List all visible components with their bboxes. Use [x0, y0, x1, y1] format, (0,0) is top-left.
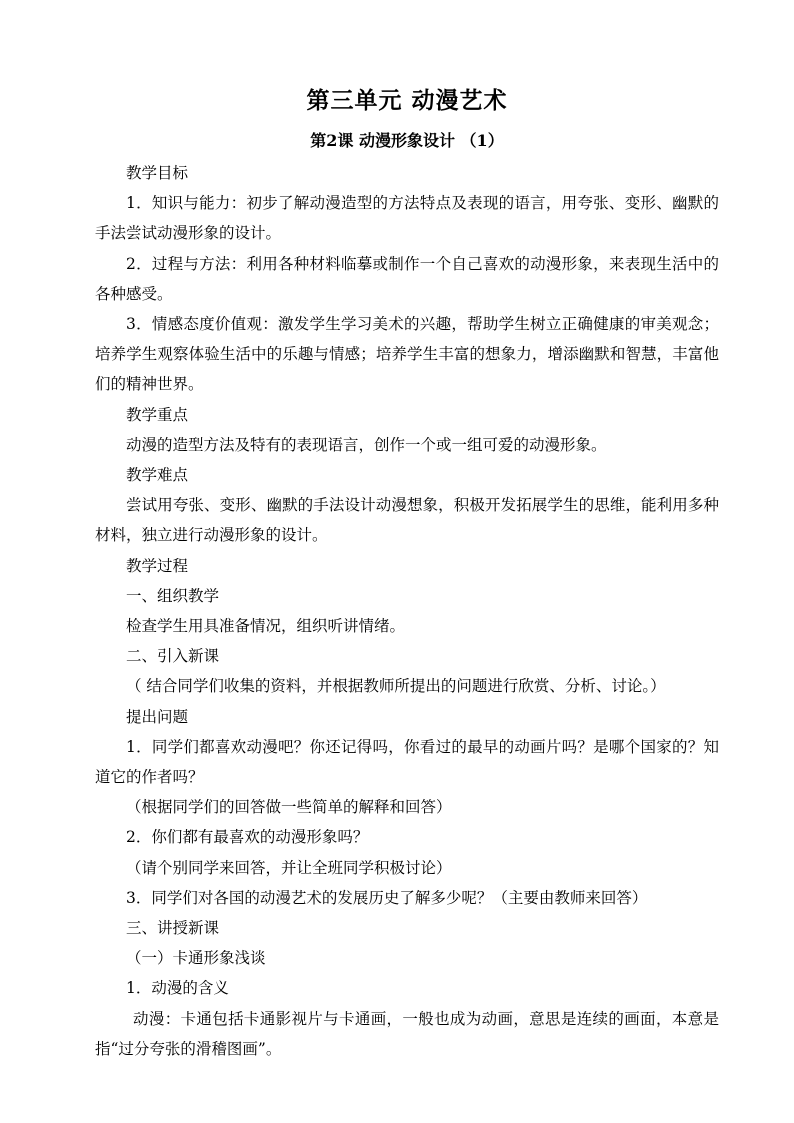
heading-difficulties: 教学难点	[126, 466, 189, 485]
key-points-text: 动漫的造型方法及特有的表现语言，创作一个或一组可爱的动漫形象。	[126, 435, 607, 454]
step-new-lesson: 三、讲授新课	[126, 919, 220, 938]
unit-title: 第三单元 动漫艺术	[306, 87, 508, 114]
meaning-text: 动漫：卡通包括卡通影视片与卡通画，一般也成为动画，意思是连续的画面，本意是指“过分夸张的滑稽图画”。	[95, 1009, 719, 1058]
goal-process: 2．过程与方法：利用各种材料临摹或制作一个自己喜欢的动漫形象，来表现生活中的各种感受。	[95, 254, 719, 303]
heading-questions: 提出问题	[126, 707, 189, 726]
question-1-note: （根据同学们的回答做一些简单的解释和回答）	[126, 798, 452, 817]
step-organize-text: 检查学生用具准备情况，组织听讲情绪。	[126, 617, 406, 636]
step-organize: 一、组织教学	[126, 586, 220, 605]
subheading-cartoon: （一）卡通形象浅谈	[126, 949, 266, 968]
subheading-meaning: 1．动漫的含义	[126, 979, 229, 998]
question-2-note: （请个别同学来回答，并让全班同学积极讨论）	[126, 858, 452, 877]
heading-teaching-process: 教学过程	[126, 556, 189, 575]
step-introduce: 二、引入新课	[126, 647, 220, 666]
question-2: 2．你们都有最喜欢的动漫形象吗？	[126, 828, 369, 847]
difficulties-text: 尝试用夸张、变形、幽默的手法设计动漫想象，积极开发拓展学生的思维，能利用多种材料，独立进行动漫形象的设计。	[95, 496, 719, 545]
heading-teaching-goals: 教学目标	[126, 164, 189, 182]
question-3: 3．同学们对各国的动漫艺术的发展历史了解多少呢？（主要由教师来回答）	[126, 888, 648, 907]
step-introduce-note: （ 结合同学们收集的资料，并根据教师所提出的问题进行欣赏、分析、讨论。）	[126, 677, 666, 696]
goal-knowledge: 1．知识与能力：初步了解动漫造型的方法特点及表现的语言，用夸张、变形、幽默的手法尝试动漫形象的设计。	[95, 194, 719, 243]
heading-key-points: 教学重点	[126, 405, 189, 424]
document-page	[95, 86, 719, 1064]
goal-values: 3．情感态度价值观：激发学生学习美术的兴趣，帮助学生树立正确健康的审美观念；培养学生观察体验生活中的乐趣与情感；培养学生丰富的想象力，增添幽默和智慧，丰富他们的精神世界。	[95, 315, 719, 394]
question-1: 1．同学们都喜欢动漫吧？你还记得吗，你看过的最早的动画片吗？是哪个国家的？知道它的作者吗？	[95, 737, 719, 787]
lesson-title: 第2课 动漫形象设计 （1）	[310, 131, 504, 150]
